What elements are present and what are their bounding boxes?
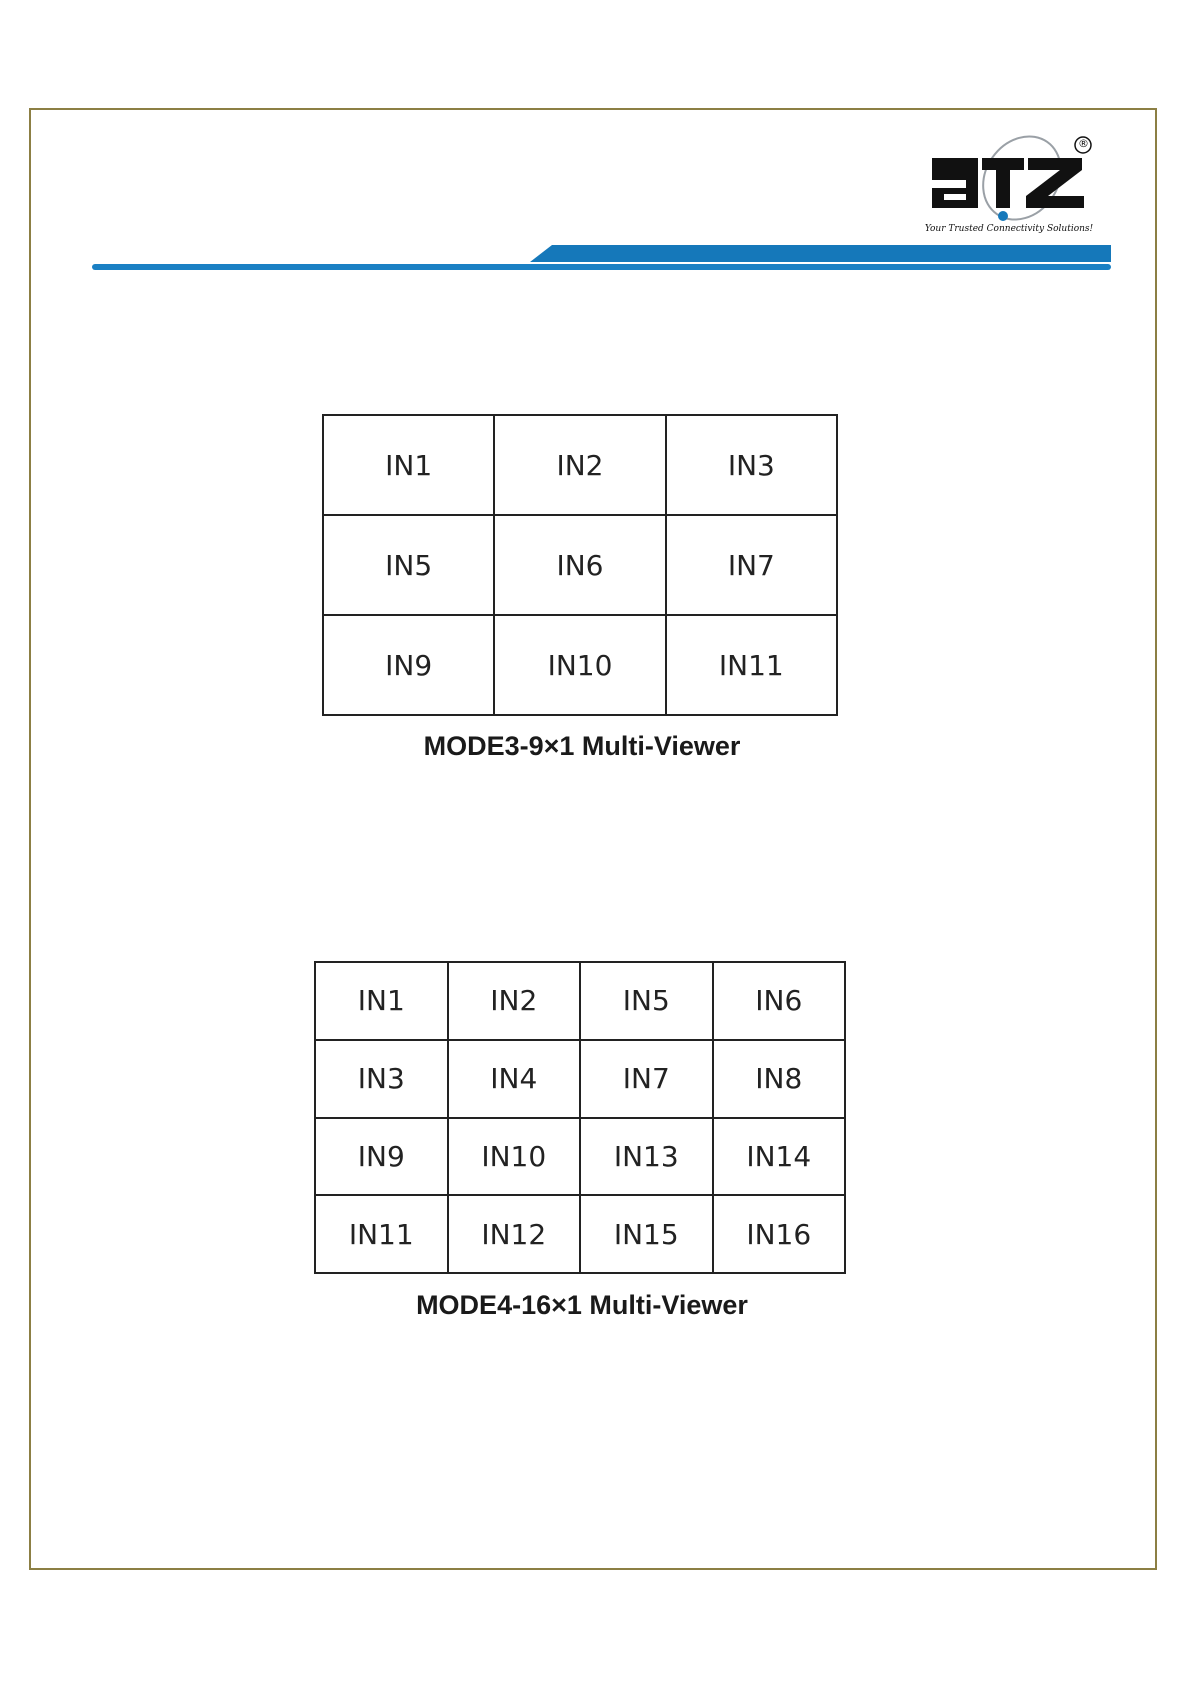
- grid-cell: IN8: [713, 1040, 846, 1118]
- table-row: [315, 1118, 845, 1196]
- grid-cell: IN2: [494, 415, 665, 515]
- grid-cell: IN6: [494, 515, 665, 615]
- grid-cell: IN12: [448, 1195, 581, 1273]
- grid-cell: IN9: [315, 1118, 448, 1196]
- page-frame: [29, 108, 1157, 1570]
- grid-cell: IN2: [448, 962, 581, 1040]
- grid-cell: IN6: [713, 962, 846, 1040]
- mode4-caption: MODE4-16×1 Multi-Viewer: [416, 1290, 748, 1320]
- grid-cell: IN7: [580, 1040, 713, 1118]
- mode3-grid: [322, 414, 838, 716]
- grid-cell: IN10: [448, 1118, 581, 1196]
- grid-cell: IN7: [666, 515, 837, 615]
- grid-cell: IN1: [315, 962, 448, 1040]
- table-row: [315, 1195, 845, 1273]
- grid-cell: IN1: [323, 415, 494, 515]
- grid-cell: IN13: [580, 1118, 713, 1196]
- table-row: [323, 615, 837, 715]
- grid-cell: IN9: [323, 615, 494, 715]
- table-row: [323, 515, 837, 615]
- registered-mark: ®: [1078, 137, 1089, 150]
- header-band-thin: [92, 264, 1111, 270]
- header-band-thick: [530, 245, 1111, 262]
- grid-cell: IN3: [315, 1040, 448, 1118]
- table-row: [315, 962, 845, 1040]
- atz-logo-icon: [920, 128, 1095, 224]
- grid-cell: IN14: [713, 1118, 846, 1196]
- mode4-grid: [314, 961, 846, 1274]
- table-row: [323, 415, 837, 515]
- grid-cell: IN5: [580, 962, 713, 1040]
- atz-logo: [920, 128, 1095, 238]
- grid-cell: IN15: [580, 1195, 713, 1273]
- grid-cell: IN16: [713, 1195, 846, 1273]
- grid-cell: IN3: [666, 415, 837, 515]
- table-row: [315, 1040, 845, 1118]
- grid-cell: IN11: [315, 1195, 448, 1273]
- grid-cell: IN11: [666, 615, 837, 715]
- grid-cell: IN4: [448, 1040, 581, 1118]
- grid-cell: IN10: [494, 615, 665, 715]
- mode3-caption: MODE3-9×1 Multi-Viewer: [423, 731, 741, 761]
- grid-cell: IN5: [323, 515, 494, 615]
- logo-tagline: Your Trusted Connectivity Solutions!: [924, 224, 1094, 234]
